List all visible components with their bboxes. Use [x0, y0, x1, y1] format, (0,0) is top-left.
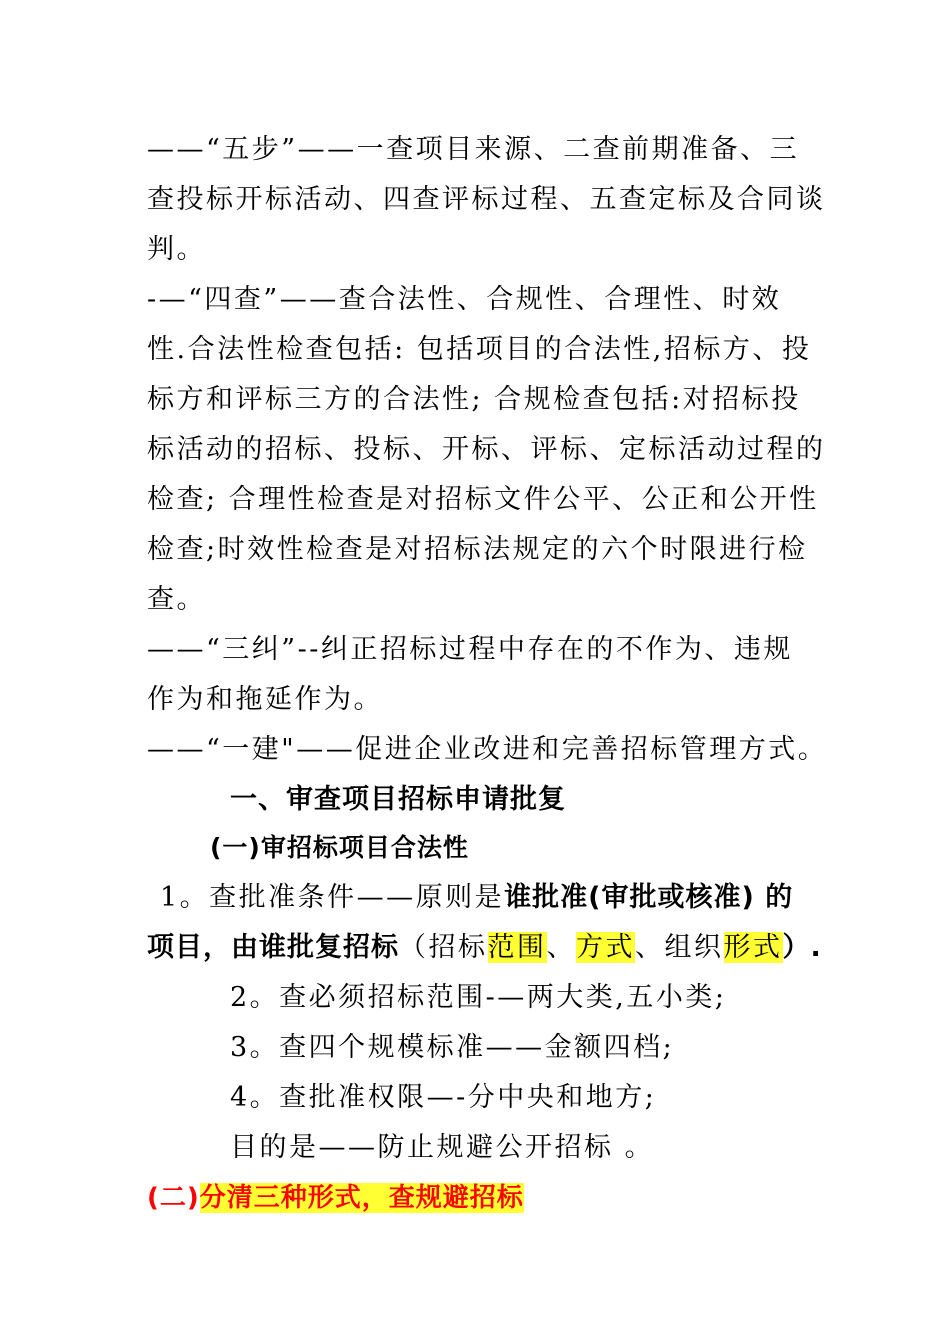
item-1-paren-open: （招标: [399, 932, 488, 963]
paragraph-four-checks-line5: 检查; 合理性检查是对招标文件公平、公正和公开性: [147, 484, 819, 515]
highlight-scope: 范围: [487, 932, 547, 963]
item-1-text: 1。查批准条件——原则是: [160, 882, 505, 913]
paragraph-five-steps-line1: ——“五步”——一查项目来源、二查前期准备、三: [147, 134, 800, 165]
paragraph-four-checks-line2: 性.合法性检查包括: 包括项目的合法性,招标方、投: [147, 334, 812, 365]
paragraph-five-steps-line3: 判。: [147, 234, 206, 265]
heading-subsection-two-text: 分清三种形式，查规避招标: [199, 1183, 524, 1213]
paragraph-five-steps-line2: 查投标开标活动、四查评标过程、五查定标及合同谈: [147, 184, 826, 215]
paragraph-four-checks-line3: 标方和评标三方的合法性; 合规检查包括:对招标投: [147, 384, 801, 415]
item-1-org: 、组织: [635, 932, 724, 963]
heading-subsection-two-prefix: (二): [147, 1183, 200, 1213]
heading-subsection-two: [147, 1179, 807, 1217]
item-1-bold-cont: 项目，由谁批复招标: [147, 932, 399, 963]
paragraph-one-build-line1: ——“一建"——促进企业改进和完善招标管理方式。: [147, 734, 828, 765]
purpose-line: 目的是——防止规避公开招标 。: [230, 1132, 655, 1163]
heading-subsection-one: (一)审招标项目合法性: [210, 833, 469, 862]
item-1-sep: 、: [546, 932, 576, 963]
item-1-bold: 谁批准(审批或核准) 的: [504, 882, 794, 913]
paragraph-four-checks-line1: -—“四查”——查合法性、合规性、合理性、时效: [147, 284, 782, 315]
highlight-method: 方式: [576, 932, 635, 963]
highlight-form: 形式: [723, 932, 783, 963]
paragraph-four-checks-line6: 检查;时效性检查是对招标法规定的六个时限进行检: [147, 534, 808, 565]
paragraph-three-corrections-line1: ——“三纠”--纠正招标过程中存在的不作为、违规: [147, 634, 793, 665]
item-2: 2。查必须招标范围-—两大类,五小类;: [230, 982, 727, 1013]
paragraph-four-checks-line4: 标活动的招标、投标、开标、评标、定标活动过程的: [147, 434, 826, 465]
item-3: 3。查四个规模标准——金额四档;: [230, 1032, 675, 1063]
item-4: 4。查批准权限—-分中央和地方;: [230, 1082, 657, 1113]
item-1-line2: [147, 929, 822, 967]
paragraph-four-checks-line7: 查。: [147, 584, 206, 615]
item-1-paren-close: ）.: [782, 932, 822, 963]
heading-section-one: 一、审查项目招标申请批复: [230, 784, 566, 815]
item-1-line1: [160, 879, 810, 917]
paragraph-three-corrections-line2: 作为和拖延作为。: [147, 684, 383, 715]
